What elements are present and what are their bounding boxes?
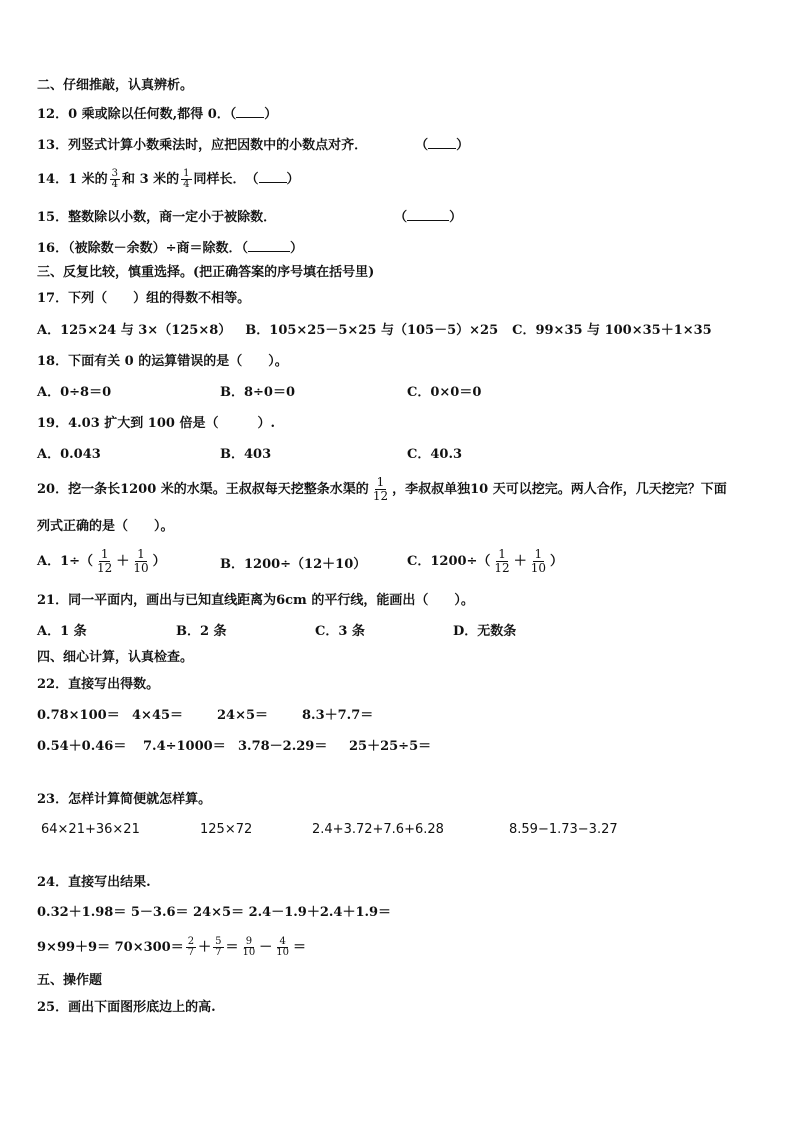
question-24-row-1: 0.32＋1.98＝ 5－3.6＝ 24×5＝ 2.4－1.9＋2.4＋1.9＝ [37, 905, 392, 920]
option-b[interactable]: B．8÷0＝0 [220, 385, 296, 400]
option-b[interactable]: B．1200÷（12＋10） [220, 557, 367, 572]
question-15: 15．整数除以小数，商一定小于被除数． （ ） [37, 207, 462, 227]
option-b[interactable]: B．403 [220, 447, 272, 462]
question-18-stem: 18．下面有关 0 的运算错误的是（ ）。 [37, 354, 288, 369]
calc-item: 8.3＋7.7＝ [302, 708, 374, 723]
question-14: 14．1 米的 $\frac{3}{4}$ 和 3 米的 $\frac{1}{4}$ 同样长． （ ） [37, 168, 300, 190]
calc-item: 7.4÷1000＝ [143, 739, 226, 754]
question-12: 12．0 乘或除以任何数,都得 0．（ ） [37, 104, 277, 124]
calc-item: 25＋25÷5＝ [349, 739, 432, 754]
answer-blank[interactable] [259, 169, 287, 183]
question-20-stem-cont: 列式正确的是（ ）。 [37, 519, 174, 534]
fraction: $\frac{3}{4}$ [111, 168, 119, 190]
option-b[interactable]: B．2 条 [176, 624, 227, 639]
fraction: $\frac{1}{12}$ [372, 475, 389, 503]
question-19-stem: 19．4.03 扩大到 100 倍是（ ）. [37, 416, 275, 431]
option-a[interactable]: A．0÷8＝0 [37, 385, 112, 400]
option-a[interactable]: A．125×24 与 3×（125×8） [37, 323, 232, 338]
calc-item: 0.54＋0.46＝ [37, 739, 127, 754]
question-16: 16．（被除数－余数）÷商＝除数．（ ） [37, 238, 303, 258]
calc-item: 64×21+36×21 [41, 822, 140, 837]
option-b[interactable]: B．105×25－5×25 与（105－5）×25 [245, 323, 499, 338]
question-17-stem: 17．下列（ ）组的得数不相等。 [37, 291, 251, 306]
option-c[interactable]: C．40.3 [407, 447, 463, 462]
section-5-heading: 五、操作题 [37, 973, 103, 988]
calc-item: 8.59−1.73−3.27 [509, 822, 618, 837]
answer-blank[interactable] [428, 135, 456, 149]
question-24-stem: 24．直接写出结果. [37, 875, 151, 890]
question-17-options [37, 322, 712, 340]
section-4-heading: 四、细心计算，认真检查。 [37, 650, 194, 665]
fraction: $\frac{2}{7}$ [187, 936, 195, 958]
option-d[interactable]: D．无数条 [453, 624, 517, 639]
calc-item: 125×72 [200, 822, 253, 837]
calc-item: 2.4+3.72+7.6+6.28 [312, 822, 444, 837]
answer-blank[interactable] [236, 104, 264, 118]
option-c[interactable]: C．1200÷（ $\frac{1}{12}$ ＋ $\frac{1}{10}$ ） [407, 547, 564, 575]
calc-item: 4×45＝ [132, 708, 184, 723]
fraction: $\frac{4}{10}$ [276, 936, 289, 958]
question-25: 25．画出下面图形底边上的高. [37, 1000, 216, 1015]
fraction: $\frac{9}{10}$ [242, 936, 256, 958]
calc-item: 0.78×100＝ [37, 708, 120, 723]
question-13: 13．列竖式计算小数乘法时，应把因数中的小数点对齐． （ ） [37, 135, 469, 155]
option-c[interactable]: C．3 条 [315, 624, 365, 639]
question-24-row-2: 9×99＋9＝ 70×300＝ $\frac{2}{7}$ ＋ $\frac{5}{7}$ ＝ $\frac{9}{10}$ － $\frac{4}{10}$ ＝ [37, 936, 307, 958]
answer-blank[interactable] [248, 238, 290, 252]
question-20-stem: 20．挖一条长1200 米的水渠。王叔叔每天挖整条水渠的 $\frac{1}{12}$ ，李叔叔单独10 天可以挖完。两人合作，几天挖完？下面 [37, 475, 727, 503]
option-c[interactable]: C．0×0＝0 [407, 385, 482, 400]
option-c[interactable]: C．99×35 与 100×35＋1×35 [512, 323, 712, 338]
answer-blank[interactable] [407, 207, 449, 221]
option-a[interactable]: A．0.043 [37, 447, 101, 462]
option-a[interactable]: A．1 条 [37, 624, 87, 639]
section-2-heading: 二、仔细推敲，认真辨析。 [37, 78, 194, 93]
fraction: $\frac{5}{7}$ [215, 936, 222, 958]
calc-item: 24×5＝ [217, 708, 269, 723]
question-21-stem: 21．同一平面内，画出与已知直线距离为6cm 的平行线，能画出（ ）。 [37, 593, 474, 608]
calc-item: 3.78－2.29＝ [238, 739, 328, 754]
section-3-heading: 三、反复比较，慎重选择。(把正确答案的序号填在括号里) [37, 265, 375, 280]
question-23-stem: 23．怎样计算简便就怎样算。 [37, 792, 212, 807]
question-22-stem: 22．直接写出得数。 [37, 677, 160, 692]
fraction: $\frac{1}{4}$ [183, 168, 190, 190]
option-a[interactable]: A．1÷（ $\frac{1}{12}$ ＋ $\frac{1}{10}$ ） [37, 547, 166, 575]
